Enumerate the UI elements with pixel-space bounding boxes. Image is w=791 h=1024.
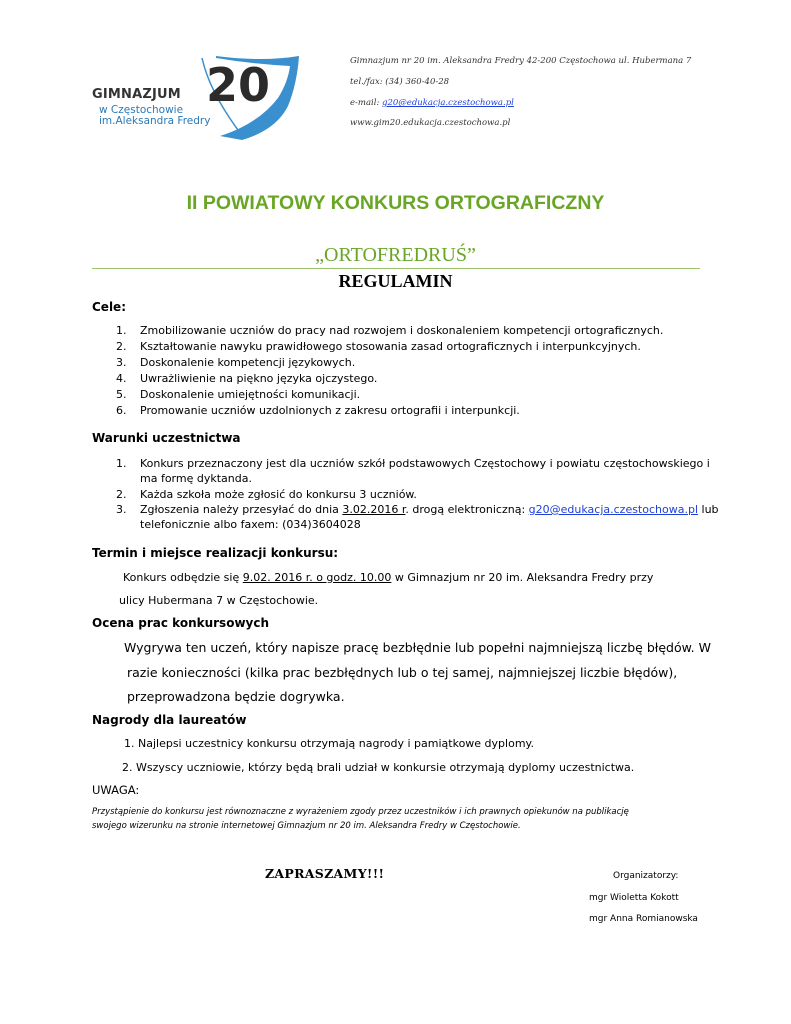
school-address: Gimnazjum nr 20 im. Aleksandra Fredry 42-200 Częstochowa ul. Hubermana 7	[350, 56, 692, 66]
note-line-2: swojego wizerunku na stronie internetowej Gimnazjum nr 20 im. Aleksandra Fredry w Częstochowie.	[92, 821, 521, 831]
goal-item-number: 3.	[116, 356, 127, 369]
goal-item-number: 6.	[116, 404, 127, 417]
note-heading: UWAGA:	[92, 783, 140, 797]
venue-heading: Termin i miejsce realizacji konkursu:	[92, 546, 339, 560]
grading-heading: Ocena prac konkursowych	[92, 616, 270, 630]
goal-item: Promowanie uczniów uzdolnionych z zakresu ortografii i interpunkcji.	[140, 404, 520, 417]
logo-number: 20	[206, 58, 271, 112]
submission-deadline: 3.02.2016 r	[342, 503, 406, 516]
title-divider	[92, 268, 700, 269]
grading-line-2: razie konieczności (kilka prac bezbłędnych lub o tej samej, najmniejszej liczbie błędów),	[127, 665, 678, 680]
conditions-item-2: Każda szkoła może zgłosić do konkursu 3 uczniów.	[140, 488, 417, 501]
conditions-item-3-number: 3.	[116, 503, 127, 516]
school-email-link[interactable]: g20@edukacja.czestochowa.pl	[382, 98, 514, 108]
goal-item: Uwrażliwienie na piękno języka ojczystego.	[140, 372, 378, 385]
invitation-text: ZAPRASZAMY!!!	[265, 866, 385, 881]
awards-heading: Nagrody dla laureatów	[92, 713, 247, 727]
logo-patron: im.Aleksandra Fredry	[99, 115, 211, 127]
logo-city: w Częstochowie	[99, 104, 184, 116]
organizer-name-2: mgr Anna Romianowska	[589, 914, 698, 924]
goal-item: Zmobilizowanie uczniów do pracy nad rozwojem i doskonaleniem kompetencji ortograficznych.	[140, 324, 664, 337]
conditions-item-2-number: 2.	[116, 488, 127, 501]
regulations-title: REGULAMIN	[338, 271, 453, 291]
goal-item: Doskonalenie umiejętności komunikacji.	[140, 388, 361, 401]
grading-line-3: przeprowadzona będzie dogrywka.	[127, 689, 345, 704]
submission-email-link[interactable]: g20@edukacja.czestochowa.pl	[528, 503, 699, 516]
conditions-heading: Warunki uczestnictwa	[92, 431, 241, 445]
conditions-item-3-post: lub	[698, 503, 719, 516]
goal-item-number: 5.	[116, 388, 127, 401]
venue-pre: Konkurs odbędzie się	[123, 571, 243, 584]
grading-line-1: Wygrywa ten uczeń, który napisze pracę bezbłędnie lub popełni najmniejszą liczbę błędów. W	[124, 640, 711, 655]
contest-date: 9.02. 2016 r. o godz. 10.00	[242, 571, 392, 584]
conditions-item-1-line-2: ma formę dyktanda.	[140, 472, 252, 485]
contest-subtitle: „ORTOFREDRUŚ”	[315, 244, 476, 266]
venue-post: w Gimnazjum nr 20 im. Aleksandra Fredry przy	[391, 571, 654, 584]
school-email-line	[350, 98, 514, 108]
note-line-1: Przystąpienie do konkursu jest równoznaczne z wyrażeniem zgody przez uczestników i ich prawnych opiekunów na publikację	[92, 807, 629, 817]
awards-item-2: 2. Wszyscy uczniowie, którzy będą brali udział w konkursie otrzymają dyplomy uczestnictwa.	[122, 761, 635, 774]
goal-item: Kształtowanie nawyku prawidłowego stosowania zasad ortograficznych i interpunkcyjnych.	[140, 340, 641, 353]
goal-item-number: 4.	[116, 372, 127, 385]
venue-line-1	[123, 571, 653, 584]
conditions-item-1-line-1: Konkurs przeznaczony jest dla uczniów szkół podstawowych Częstochowy i powiatu częstochowskiego i	[140, 457, 710, 470]
school-website: www.gim20.edukacja.czestochowa.pl	[350, 118, 511, 128]
goal-item: Doskonalenie kompetencji językowych.	[140, 356, 356, 369]
school-phone: tel./fax: (34) 360-40-28	[350, 77, 450, 87]
organizer-name-1: mgr Wioletta Kokott	[589, 893, 679, 903]
awards-item-1: 1. Najlepsi uczestnicy konkursu otrzymają nagrody i pamiątkowe dyplomy.	[124, 737, 534, 750]
goal-item-number: 2.	[116, 340, 127, 353]
email-label: e-mail:	[350, 98, 383, 108]
goal-item-number: 1.	[116, 324, 127, 337]
conditions-item-3-mid: . drogą elektroniczną:	[405, 503, 529, 516]
conditions-item-1-number: 1.	[116, 457, 127, 470]
organizers-label: Organizatorzy:	[613, 871, 679, 881]
conditions-item-3-pre: Zgłoszenia należy przesyłać do dnia	[140, 503, 343, 516]
goals-heading: Cele:	[92, 300, 126, 314]
contest-title: II POWIATOWY KONKURS ORTOGRAFICZNY	[186, 192, 605, 214]
venue-line-2: ulicy Hubermana 7 w Częstochowie.	[119, 594, 319, 607]
logo-name: GIMNAZJUM	[92, 87, 181, 102]
conditions-item-3	[140, 503, 719, 516]
conditions-item-3-line-2: telefonicznie albo faxem: (034)3604028	[140, 518, 361, 531]
